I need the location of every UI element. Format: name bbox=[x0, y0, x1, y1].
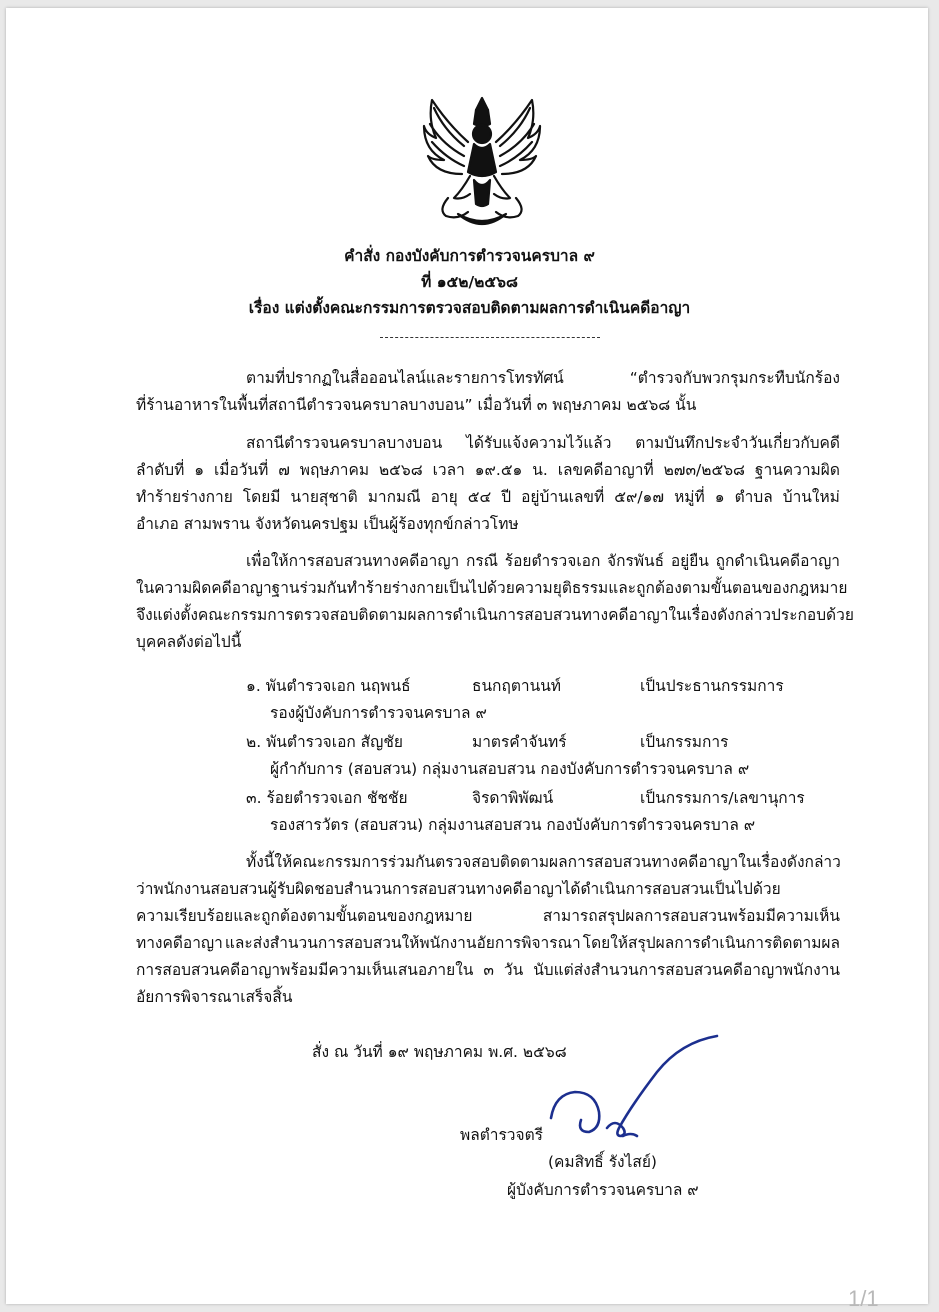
paragraph-3-line: เพื่อให้การสอบสวนทางคดีอาญา กรณี ร้อยตำรวจเอก จักรพันธ์ อยู่ยืน ถูกดำเนินคดีอาญา bbox=[246, 552, 840, 570]
paragraph-1-line: ที่ร้านอาหารในพื้นที่สถานีตำรวจนครบาลบางบอน” เมื่อวันที่ ๓ พฤษภาคม ๒๕๖๘ นั้น bbox=[136, 396, 697, 414]
paragraph-2-line: ลำดับที่ ๑ เมื่อวันที่ ๗ พฤษภาคม ๒๕๖๘ เวลา ๑๙.๕๑ น. เลขคดีอาญาที่ ๒๗๓/๒๕๖๘ ฐานความผิด bbox=[136, 461, 840, 479]
paragraph-4-line: ว่าพนักงานสอบสวนผู้รับผิดชอบสำนวนการสอบสวนทางคดีอาญาได้ดำเนินการสอบสวนเป็นไปด้วย bbox=[136, 880, 781, 898]
paragraph-2-line: ทำร้ายร่างกาย โดยมี นายสุชาติ มากมณี อายุ ๕๔ ปี อยู่บ้านเลขที่ ๕๙/๑๗ หมู่ที่ ๑ ตำบล บ้านใหม่ bbox=[136, 488, 840, 506]
order-title: คำสั่ง กองบังคับการตำรวจนครบาล ๙ bbox=[344, 247, 595, 265]
paragraph-4-line: การสอบสวนคดีอาญาพร้อมมีความเห็นเสนอภายใน ๓ วัน นับแต่ส่งสำนวนการสอบสวนคดีอาญาพนักงาน bbox=[136, 961, 840, 979]
member-role: เป็นกรรมการ/เลขานุการ bbox=[640, 789, 805, 807]
member-name: ๑. พันตำรวจเอก นฤพนธ์ bbox=[246, 677, 411, 695]
signer-rank: พลตำรวจตรี bbox=[460, 1126, 543, 1144]
paragraph-2-line: อำเภอ สามพราน จังหวัดนครปฐม เป็นผู้ร้องทุกข์กล่าวโทษ bbox=[136, 515, 519, 533]
member-position: ผู้กำกับการ (สอบสวน) กลุ่มงานสอบสวน กองบังคับการตำรวจนครบาล ๙ bbox=[270, 760, 750, 778]
paragraph-4-line: อัยการพิจารณาเสร็จสิ้น bbox=[136, 988, 293, 1006]
handwritten-signature bbox=[545, 1032, 725, 1152]
member-role: เป็นกรรมการ bbox=[640, 733, 729, 751]
member-position: รองผู้บังคับการตำรวจนครบาล ๙ bbox=[270, 704, 487, 722]
paragraph-1-line: ตามที่ปรากฏในสื่อออนไลน์และรายการโทรทัศน์ “ตำรวจกับพวกรุมกระทืบนักร้อง bbox=[246, 369, 840, 387]
member-name: ๒. พันตำรวจเอก สัญชัย bbox=[246, 733, 403, 751]
order-date: สั่ง ณ วันที่ ๑๙ พฤษภาคม พ.ศ. ๒๕๖๘ bbox=[312, 1043, 567, 1061]
member-position: รองสารวัตร (สอบสวน) กลุ่มงานสอบสวน กองบังคับการตำรวจนครบาล ๙ bbox=[270, 816, 756, 834]
paragraph-4-line: ความเรียบร้อยและถูกต้องตามขั้นตอนของกฎหมาย สามารถสรุปผลการสอบสวนพร้อมมีความเห็น bbox=[136, 907, 840, 925]
signer-position: ผู้บังคับการตำรวจนครบาล ๙ bbox=[507, 1181, 699, 1199]
order-subject: เรื่อง แต่งตั้งคณะกรรมการตรวจสอบติดตามผลการดำเนินคดีอาญา bbox=[248, 299, 691, 317]
member-role: เป็นประธานกรรมการ bbox=[640, 677, 784, 695]
paragraph-3-line: ในความผิดคดีอาญา ฐานร่วมกันทำร้ายร่างกาย เป็นไปด้วยความยุติธรรม และถูกต้องตามขั้นตอนของกฎหมาย bbox=[136, 579, 848, 597]
paragraph-4-line: ทางคดีอาญา และส่งสำนวนการสอบสวนให้พนักงานอัยการพิจารณา โดยให้สรุปผลการดำเนินการติดตามผล bbox=[136, 934, 840, 952]
member-surname: มาตรคำจันทร์ bbox=[472, 733, 567, 751]
member-surname: ธนกฤตานนท์ bbox=[472, 677, 562, 695]
signer-name: (คมสิทธิ์ รังไสย์) bbox=[548, 1153, 657, 1171]
paragraph-4-line: ทั้งนี้ ให้คณะกรรมการร่วมกันตรวจสอบติดตามผลการสอบสวนทางคดีอาญาในเรื่องดังกล่าว bbox=[246, 853, 841, 871]
paragraph-3-line: จึงแต่งตั้งคณะกรรมการตรวจสอบติดตามผลการดำเนินการสอบสวนทางคดีอาญา ในเรื่องดังกล่าว ประกอบด้วย bbox=[136, 606, 854, 624]
garuda-emblem-icon bbox=[418, 94, 546, 228]
member-surname: จิรดาพิพัฒน์ bbox=[472, 789, 554, 807]
paragraph-2-line: สถานีตำรวจนครบาลบางบอน ได้รับแจ้งความไว้แล้ว ตามบันทึกประจำวันเกี่ยวกับคดี bbox=[246, 434, 840, 452]
title-divider bbox=[380, 337, 600, 338]
member-name: ๓. ร้อยตำรวจเอก ชัชชัย bbox=[246, 789, 408, 807]
paragraph-3-line: บุคคลดังต่อไปนี้ bbox=[136, 633, 242, 651]
page-indicator: 1/1 bbox=[848, 1286, 879, 1311]
order-number: ที่ ๑๕๒/๒๕๖๘ bbox=[421, 273, 518, 291]
